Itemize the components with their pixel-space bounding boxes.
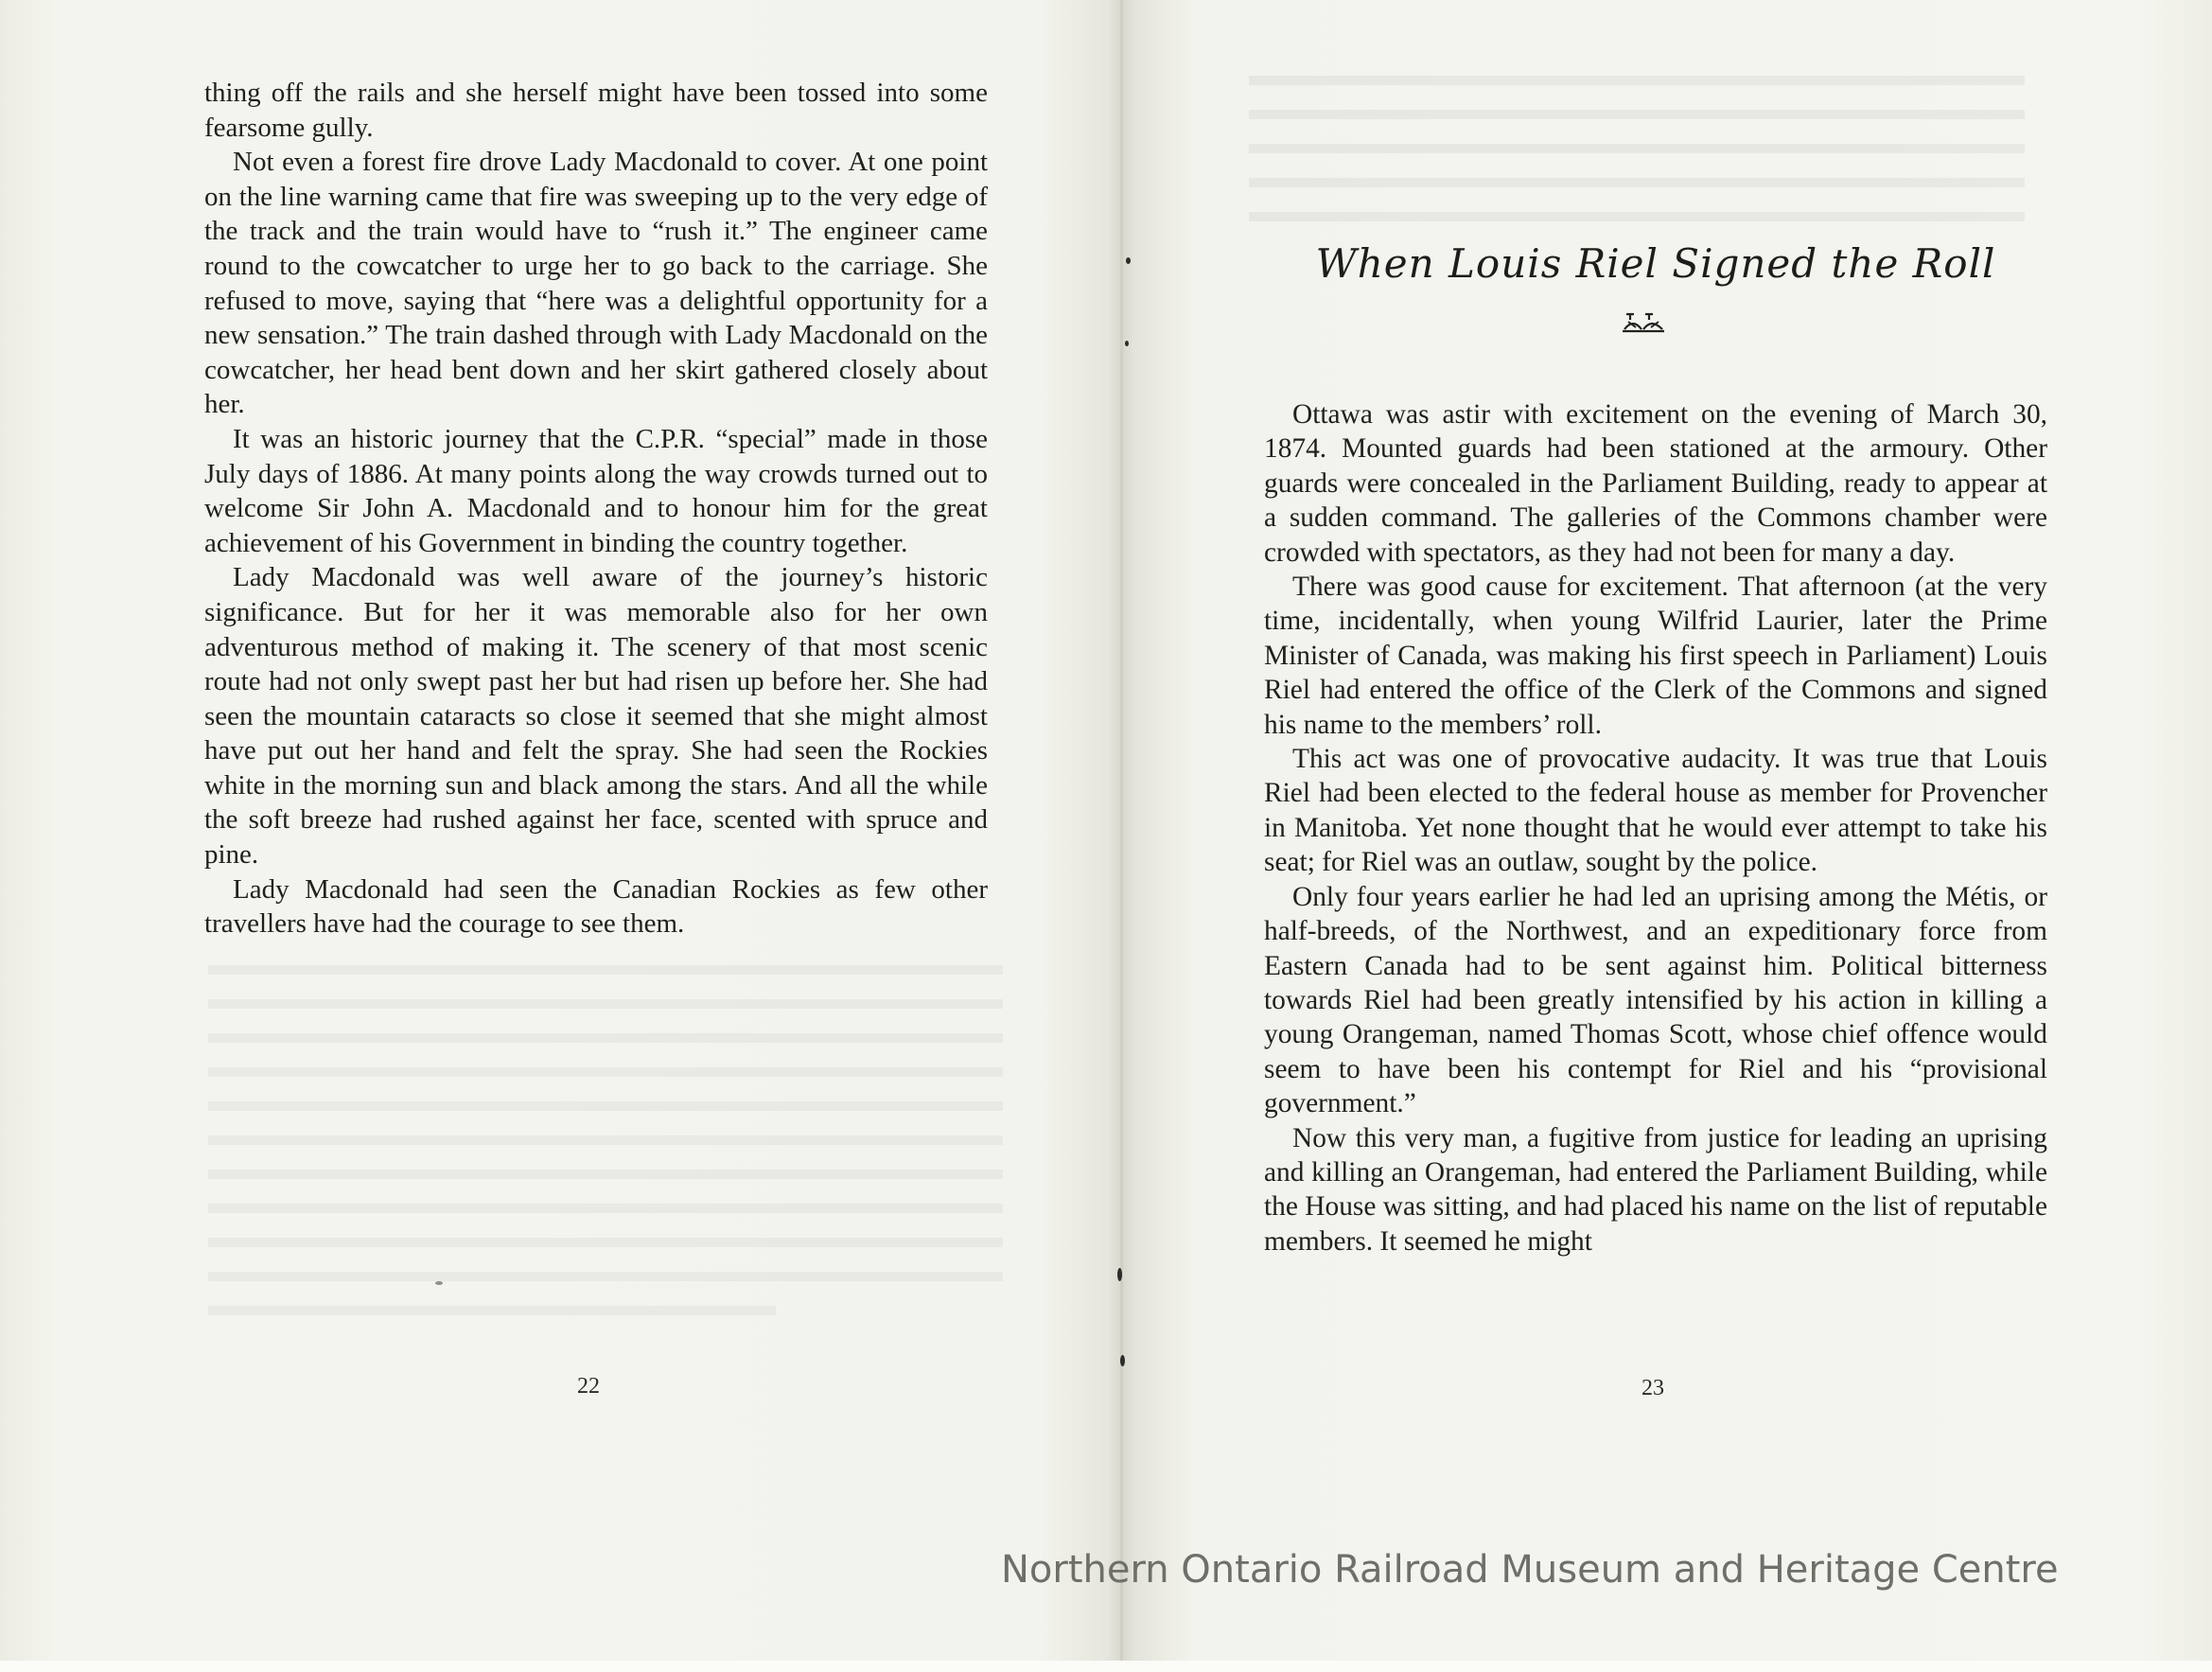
right-paragraph: Ottawa was astir with excitement on the evening of March 30, 1874. Mounted guards had been stationed at the armoury. Other guards were concealed in the Parliament Building, ready to appear at a sudden command. The galleries of the Commons chamber were crowded with spectators, as they had not been for many a day. (1264, 399, 2047, 568)
left-page-text (204, 76, 988, 942)
left-paragraph: thing off the rails and she herself might have been tossed into some fearsome gully. (204, 78, 988, 143)
right-paragraph: This act was one of provocative audacity. It was true that Louis Riel had been elected to the federal house as member for Provencher in Manitoba. Yet none thought that he would ever attempt to take his seat; for Riel was an outlaw, sought by the police. (1264, 744, 2047, 878)
watermark: Northern Ontario Railroad Museum and Heritage Centre (1001, 1548, 2059, 1592)
paper-speck (435, 1281, 443, 1285)
scan-edge (0, 1661, 2212, 1672)
page-number-left: 22 (577, 1374, 600, 1399)
binding-speck (1126, 257, 1131, 264)
binding-speck (1120, 1355, 1125, 1366)
book-gutter (1120, 0, 1123, 1661)
binding-speck (1117, 1268, 1122, 1281)
left-paragraph: Lady Macdonald was well aware of the journey’s historic significance. But for her it was memorable also for her own adventurous method of making it. The scenery of that most scenic route had not only swept past her but had risen up before her. She had seen the mountain cataracts so close it seemed that she might almost have put out her hand and felt the spray. She had seen the Rockies white in the morning sun and black among the stars. And all the while the soft breeze had rushed against her face, scented with spruce and pine. (204, 562, 988, 871)
right-page-text (1264, 397, 2047, 1258)
left-paragraph: Lady Macdonald had seen the Canadian Rockies as few other travellers have had the courage to see them. (204, 873, 988, 940)
binding-speck (1125, 341, 1129, 346)
ornament-icon (1621, 308, 1666, 335)
left-paragraph: It was an historic journey that the C.P.R. “special” made in those July days of 1886. At many points along the way crowds turned out to welcome Sir John A. Macdonald and to honour him for the great achievement of his Government in binding the country together. (204, 423, 988, 558)
left-paragraph: Not even a forest fire drove Lady Macdonald to cover. At one point on the line warning came that fire was sweeping up to the very edge of the track and the train would have to “rush it.” The engineer came round to the cowcatcher to urge her to go back to the carriage. She refused to move, saying that “here was a delightful opportunity for a new sensation.” The train dashed through with Lady Macdonald on the cowcatcher, her head bent down and her skirt gathered closely about her. (204, 147, 988, 420)
right-paragraph: Only four years earlier he had led an uprising among the Métis, or half-breeds, of the Northwest, and an expeditionary force from Eastern Canada had to be sent against him. Political bitterness towards Riel had been greatly intensified by his action in killing a young Orangeman, named Thomas Scott, whose chief offence would seem to have been his contempt for Riel and his “provisional government.” (1264, 881, 2047, 1119)
right-paragraph: Now this very man, a fugitive from justice for leading an uprising and killing an Orangeman, had entered the Parliament Building, while the House was sitting, and had placed his name on the list of reputable members. It seemed he might (1264, 1122, 2047, 1257)
chapter-title: When Louis Riel Signed the Roll (1315, 240, 1996, 287)
page-number-right: 23 (1641, 1376, 1664, 1400)
right-paragraph: There was good cause for excitement. That afternoon (at the very time, incidentally, when young Wilfrid Laurier, later the Prime Minister of Canada, was making his first speech in Parliament) Louis Riel had entered the office of the Clerk of the Commons and signed his name to the members’ roll. (1264, 572, 2047, 740)
